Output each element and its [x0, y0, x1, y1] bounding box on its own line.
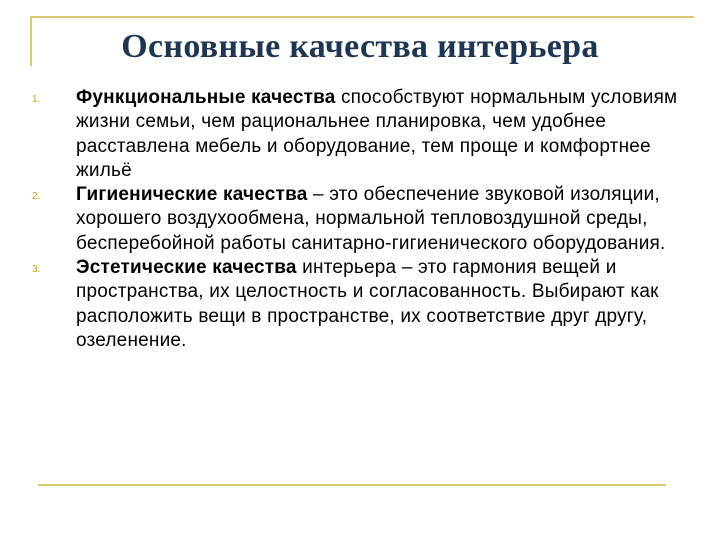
list-number: 3.: [32, 264, 41, 276]
list-item-functional: [30, 86, 690, 183]
top-border-line: [30, 16, 694, 18]
list-item-text: [76, 183, 690, 256]
list-item-term: Эстетические качества: [76, 257, 297, 279]
list-number: 1.: [32, 94, 41, 105]
list-item-description: интерьера – это гармония вещей и пространства, их целостность и согласованность. Выбирают как расположить вещи в пространстве, их соответствие друг другу, озеленение.: [76, 257, 659, 351]
list-item-term: Функциональные качества: [76, 87, 336, 108]
slide-title: Основные качества интерьера: [121, 28, 599, 65]
bottom-border-line: [38, 484, 666, 486]
list-item-hygienic: [30, 183, 690, 256]
list-number: 2.: [32, 191, 41, 203]
list-item-text: [76, 256, 690, 353]
qualities-list: [30, 86, 690, 353]
list-item-description: – это обеспечение звуковой изоляции, хорошего воздухообмена, нормальной тепловоздушной среды, бесперебойной работы санитарно-гигиенического оборудования.: [76, 184, 666, 254]
list-item-description: способствуют нормальным условиям жизни семьи, чем рациональнее планировка, чем удобнее расставлена мебель и оборудование, тем проще и комфортнее жильё: [76, 87, 678, 181]
list-item-text: [76, 86, 690, 183]
list-item-term: Гигиенические качества: [76, 184, 308, 206]
list-item-aesthetic: [30, 256, 690, 353]
